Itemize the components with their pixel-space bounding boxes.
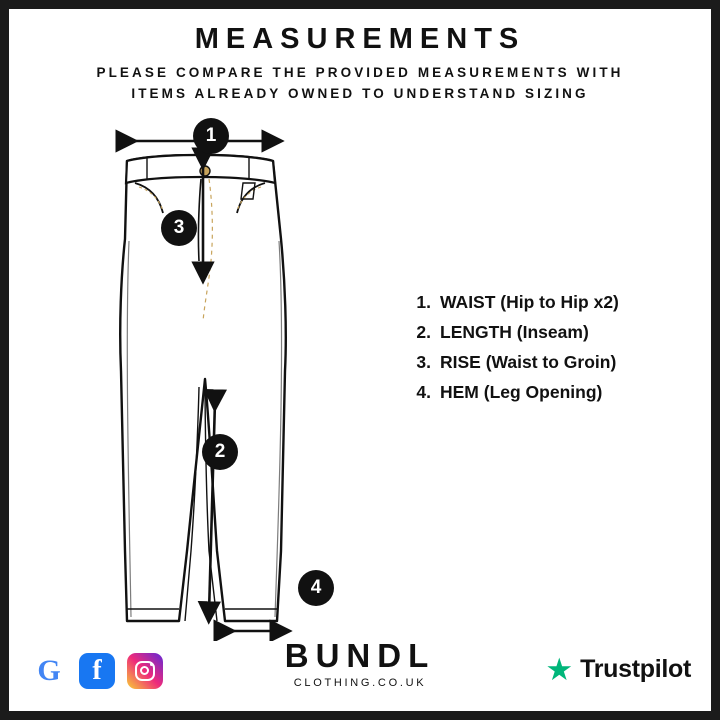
legend-label: LENGTH (Inseam) bbox=[440, 322, 589, 342]
subtitle-line-2: ITEMS ALREADY OWNED TO UNDERSTAND SIZING bbox=[131, 86, 589, 101]
legend-label: HEM (Leg Opening) bbox=[440, 382, 603, 402]
instagram-dot bbox=[150, 663, 153, 666]
legend-item-hem bbox=[405, 382, 695, 403]
brand-domain: CLOTHING.CO.UK bbox=[293, 677, 427, 689]
page-subtitle bbox=[40, 62, 680, 104]
trustpilot-label: Trustpilot bbox=[580, 655, 691, 683]
measurement-legend bbox=[405, 292, 695, 412]
instagram-frame bbox=[135, 661, 155, 681]
jeans-diagram bbox=[105, 121, 405, 641]
social-links bbox=[31, 653, 163, 689]
legend-item-rise bbox=[405, 352, 695, 373]
legend-item-waist bbox=[405, 292, 695, 313]
badge-waist: 1 bbox=[193, 118, 229, 154]
trustpilot-badge[interactable] bbox=[545, 654, 691, 685]
legend-number: 3. bbox=[416, 352, 431, 372]
brand-name: BUNDL bbox=[284, 637, 436, 674]
legend-number: 1. bbox=[416, 292, 431, 312]
legend-number: 4. bbox=[416, 382, 431, 402]
legend-label: WAIST (Hip to Hip x2) bbox=[440, 292, 619, 312]
star-icon: ★ bbox=[545, 652, 574, 687]
instagram-icon[interactable] bbox=[127, 653, 163, 689]
badge-hem: 4 bbox=[298, 570, 334, 606]
facebook-icon[interactable]: f bbox=[79, 653, 115, 689]
instagram-lens bbox=[140, 666, 149, 675]
legend-item-length bbox=[405, 322, 695, 343]
brand-logo bbox=[285, 639, 435, 689]
badge-length: 2 bbox=[202, 434, 238, 470]
page-title: MEASUREMENTS bbox=[194, 23, 526, 55]
subtitle-line-1: PLEASE COMPARE THE PROVIDED MEASUREMENTS WITH bbox=[96, 65, 624, 80]
legend-label: RISE (Waist to Groin) bbox=[440, 352, 617, 372]
legend-number: 2. bbox=[416, 322, 431, 342]
badge-rise: 3 bbox=[161, 210, 197, 246]
google-icon[interactable]: G bbox=[31, 653, 67, 689]
header bbox=[9, 23, 711, 104]
